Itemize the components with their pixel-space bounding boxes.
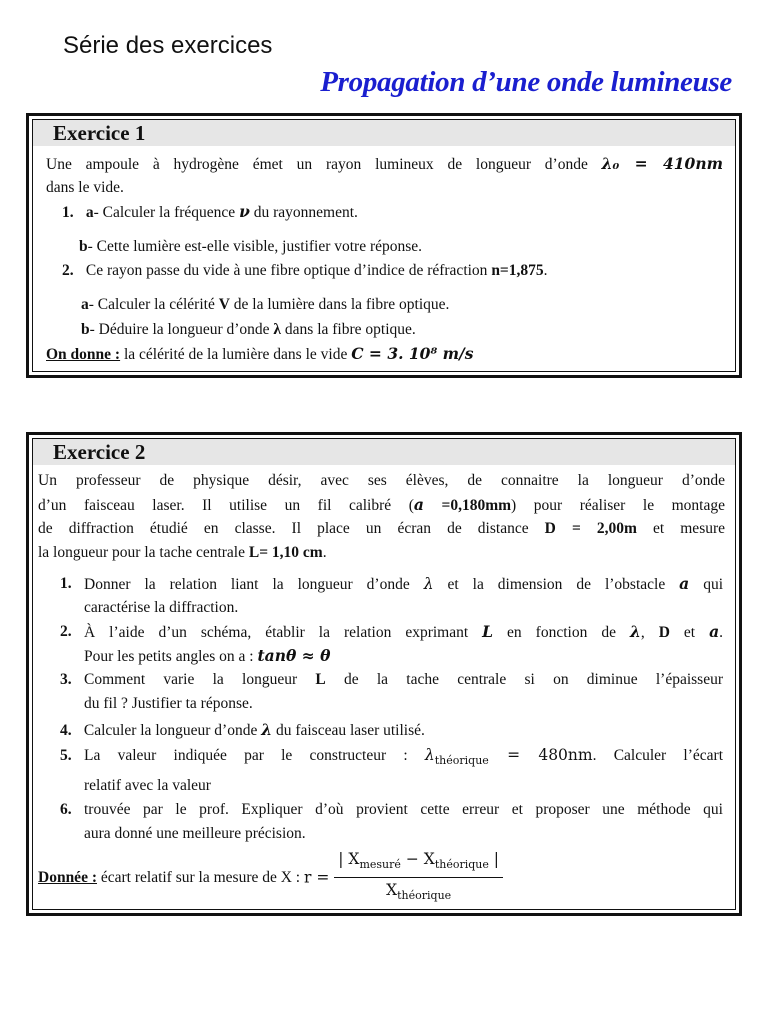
exercise-1-box	[26, 113, 742, 378]
ex2-para-line4: la longueur pour la tache centrale L= 1,10 cm.	[38, 544, 327, 561]
ex2-q5-line2: relatif avec la valeur	[84, 777, 211, 794]
ex1-given: On donne : la célérité de la lumière dans le vide C = 3. 10⁸ m/s	[46, 344, 474, 363]
ex2-para-line1: Un professeur de physique désir, avec ses élèves, de connaitre la longueur d’onde	[38, 472, 725, 489]
ex2-q5-line1: La valeur indiquée par le constructeur : $\lambda_{théorique} = 480nm$. Calculer l’écart	[84, 746, 724, 768]
ex2-para-line2: d’un faisceau laser. Il utilise un fil calibré (a =0,180mm) pour réaliser le montage	[38, 495, 726, 514]
ex1-intro-line2: dans le vide.	[46, 179, 124, 196]
ex2-q3-line1: Comment varie la longueur L de la tache centrale si on diminue l’épaisseur	[84, 671, 723, 688]
ex1-q2: 2. Ce rayon passe du vide à une fibre optique d’indice de réfraction n=1,875.	[62, 262, 548, 279]
ex2-q3-num: 3.	[60, 671, 72, 688]
topic-title: Propagation d’une onde lumineuse	[320, 66, 732, 98]
ex1-q1b: b- Cette lumière est-elle visible, justifier votre réponse.	[79, 238, 423, 255]
ex2-q2-line2: Pour les petits angles on a : tanθ ≈ θ	[84, 646, 331, 665]
ex2-para-line3: de diffraction étudié en classe. Il place un écran de distance D = 2,00m et mesure	[38, 520, 726, 537]
exercise-2-title: Exercice 2	[33, 439, 735, 465]
ex1-q2b: b- Déduire la longueur d’onde λ dans la fibre optique.	[81, 321, 416, 338]
ex2-q2-num: 2.	[60, 623, 72, 640]
ex2-q6-num: 6.	[60, 801, 72, 818]
ex1-intro-line1: Une ampoule à hydrogène émet un rayon lumineux de longueur d’onde λ₀ = 410nm	[46, 154, 723, 173]
ex2-q6-line2: aura donné une meilleure précision.	[84, 825, 306, 842]
ex2-q1-num: 1.	[60, 575, 72, 592]
exercise-2-box	[26, 432, 742, 916]
ex1-q2a: a- Calculer la célérité V de la lumière dans la fibre optique.	[81, 296, 450, 313]
ex2-q1-line2: caractérise la diffraction.	[84, 599, 239, 616]
series-title: Série des exercices	[63, 32, 273, 59]
ex2-q2-line1: À l’aide d’un schéma, établir la relation exprimant L en fonction de λ, D et a.	[84, 622, 724, 641]
ex2-q6-line1: trouvée par le prof. Expliquer d’où provient cette erreur et proposer une méthode qui	[84, 801, 723, 818]
ex2-q5-num: 5.	[60, 747, 72, 764]
exercise-1-title: Exercice 1	[33, 120, 735, 146]
ex2-q4: 4. Calculer la longueur d’onde λ du faisceau laser utilisé.	[60, 720, 425, 739]
ex2-q1-line1: Donner la relation liant la longueur d’onde λ et la dimension de l’obstacle a qui	[84, 574, 723, 593]
relative-error-formula: $\frac{| X_{mesuré} - X_{théorique} |}{X_{théorique}}$	[334, 849, 503, 906]
ex2-given: Donnée : écart relatif sur la mesure de X : r = $\frac{| X_{mesuré} - X_{théorique} |}{X_{théorique}}$	[38, 849, 503, 906]
ex1-q1a: 1. a- Calculer la fréquence ν du rayonnement.	[62, 202, 358, 221]
ex2-q3-line2: du fil ? Justifier ta réponse.	[84, 695, 253, 712]
